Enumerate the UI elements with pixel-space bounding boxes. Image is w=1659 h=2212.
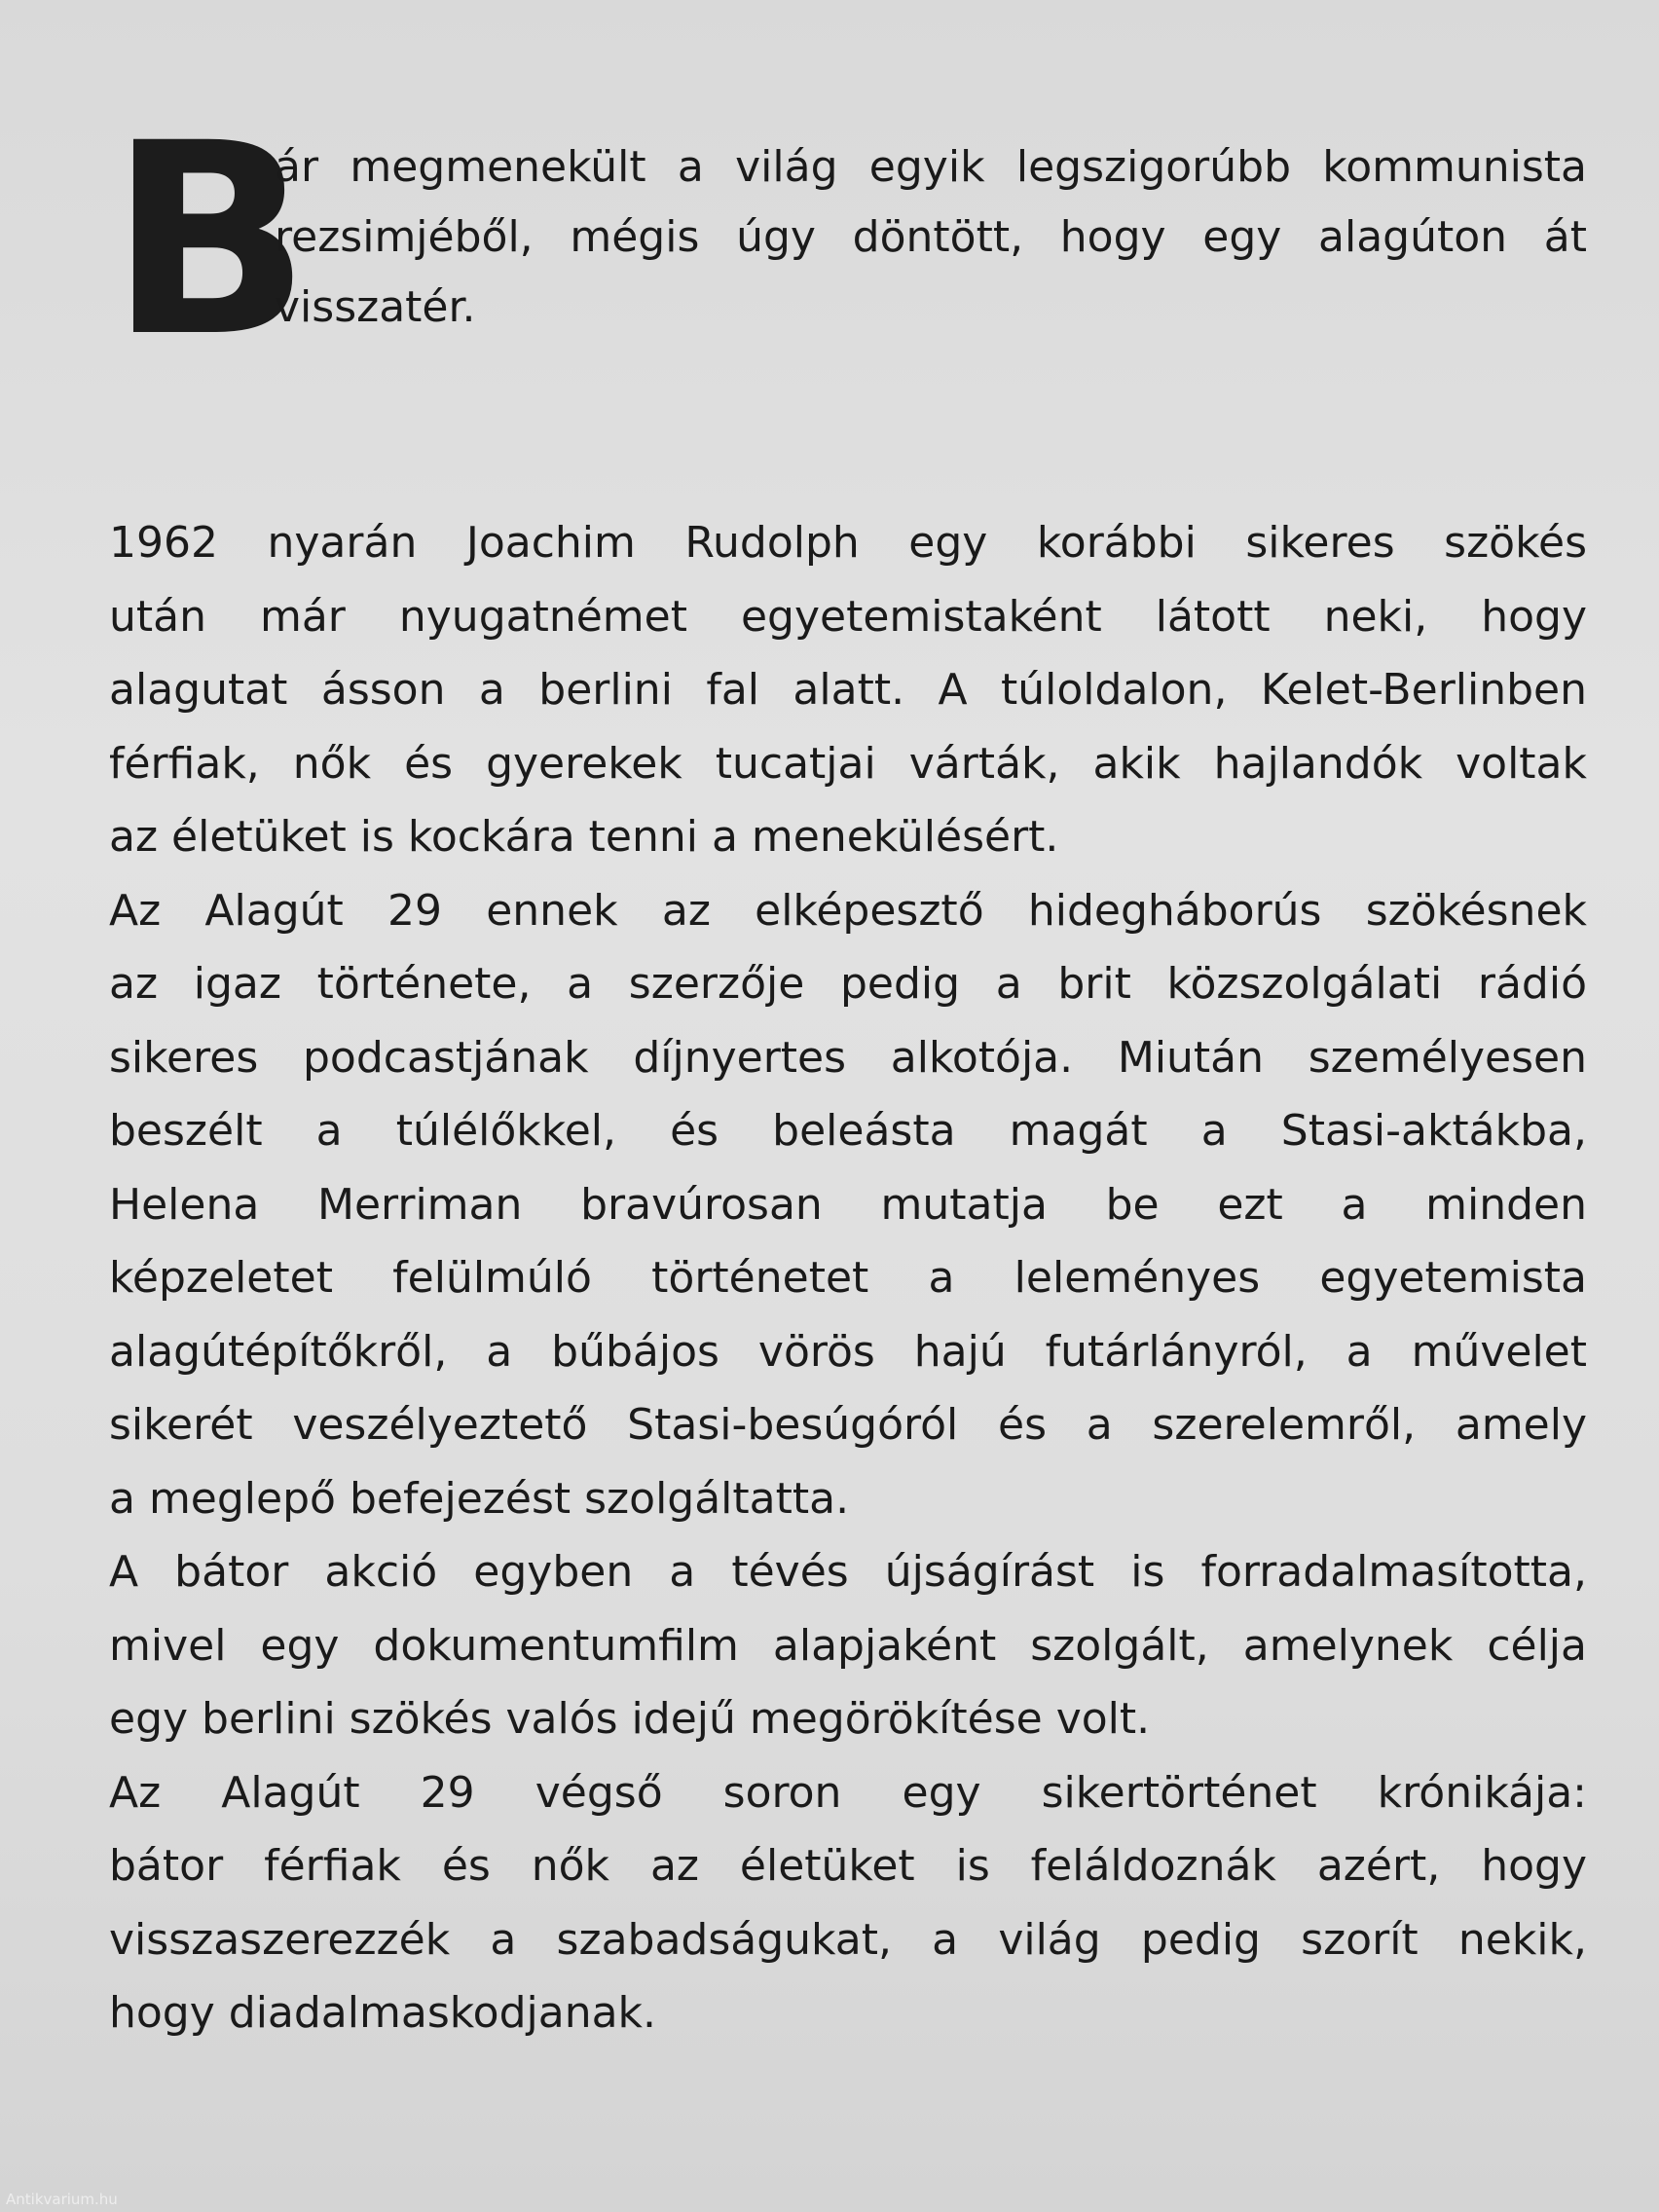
intro-line-3: visszatér.: [275, 282, 476, 332]
body-line: képzeletet felülmúló történetet a leleményes egyetemista: [109, 1253, 1587, 1303]
body-line: A bátor akció egyben a tévés újságírást is forradalmasította,: [109, 1547, 1587, 1597]
body-line: mivel egy dokumentumfilm alapjaként szolgált, amelynek célja: [109, 1620, 1587, 1671]
body-line: visszaszerezzék a szabadságukat, a világ pedig szorít nekik,: [109, 1914, 1587, 1965]
body-line: alagutat ásson a berlini fal alatt. A túloldalon, Kelet-Berlinben: [109, 665, 1587, 715]
body-line: az igaz története, a szerzője pedig a brit közszolgálati rádió: [109, 959, 1587, 1009]
body-line: Az Alagút 29 ennek az elképesztő hidegháborús szökésnek: [109, 885, 1587, 936]
drop-cap: B: [109, 88, 308, 395]
body-line: bátor férfiak és nők az életüket is feláldoznák azért, hogy: [109, 1841, 1587, 1891]
body-line: Helena Merriman bravúrosan mutatja be ezt a minden: [109, 1179, 1587, 1230]
body-line: férfiak, nők és gyerekek tucatjai várták, akik hajlandók voltak: [109, 738, 1587, 789]
body-line: sikeres podcastjának díjnyertes alkotója. Miután személyesen: [109, 1032, 1587, 1083]
watermark-logo: Antikvarium.hu: [6, 2191, 118, 2208]
body-line: 1962 nyarán Joachim Rudolph egy korábbi sikeres szökés: [109, 518, 1587, 568]
blurb-text: [109, 88, 1587, 2050]
body-line: után már nyugatnémet egyetemistaként látott neki, hogy: [109, 591, 1587, 642]
intro-paragraph: [109, 88, 1587, 397]
body-line: az életüket is kockára tenni a menekülésért.: [109, 812, 1059, 862]
body-line: sikerét veszélyeztető Stasi-besúgóról és a szerelemről, amely: [109, 1400, 1587, 1450]
body-line: a meglepő befejezést szolgáltatta.: [109, 1473, 850, 1524]
body-line: Az Alagút 29 végső soron egy sikertörténet krónikája:: [109, 1767, 1587, 1818]
body-line: beszélt a túlélőkkel, és beleásta magát a Stasi-aktákba,: [109, 1106, 1587, 1156]
intro-line-2: rezsimjéből, mégis úgy döntött, hogy egy alagúton át: [275, 212, 1587, 262]
body-paragraphs: [109, 506, 1587, 2050]
body-line: hogy diadalmaskodjanak.: [109, 1988, 657, 2038]
body-line: egy berlini szökés valós idejű megörökítése volt.: [109, 1694, 1151, 1744]
intro-line-1: ár megmenekült a világ egyik legszigorúbb kommunista: [275, 142, 1587, 192]
body-line: alagútépítőkről, a bűbájos vörös hajú futárlányról, a művelet: [109, 1326, 1587, 1377]
